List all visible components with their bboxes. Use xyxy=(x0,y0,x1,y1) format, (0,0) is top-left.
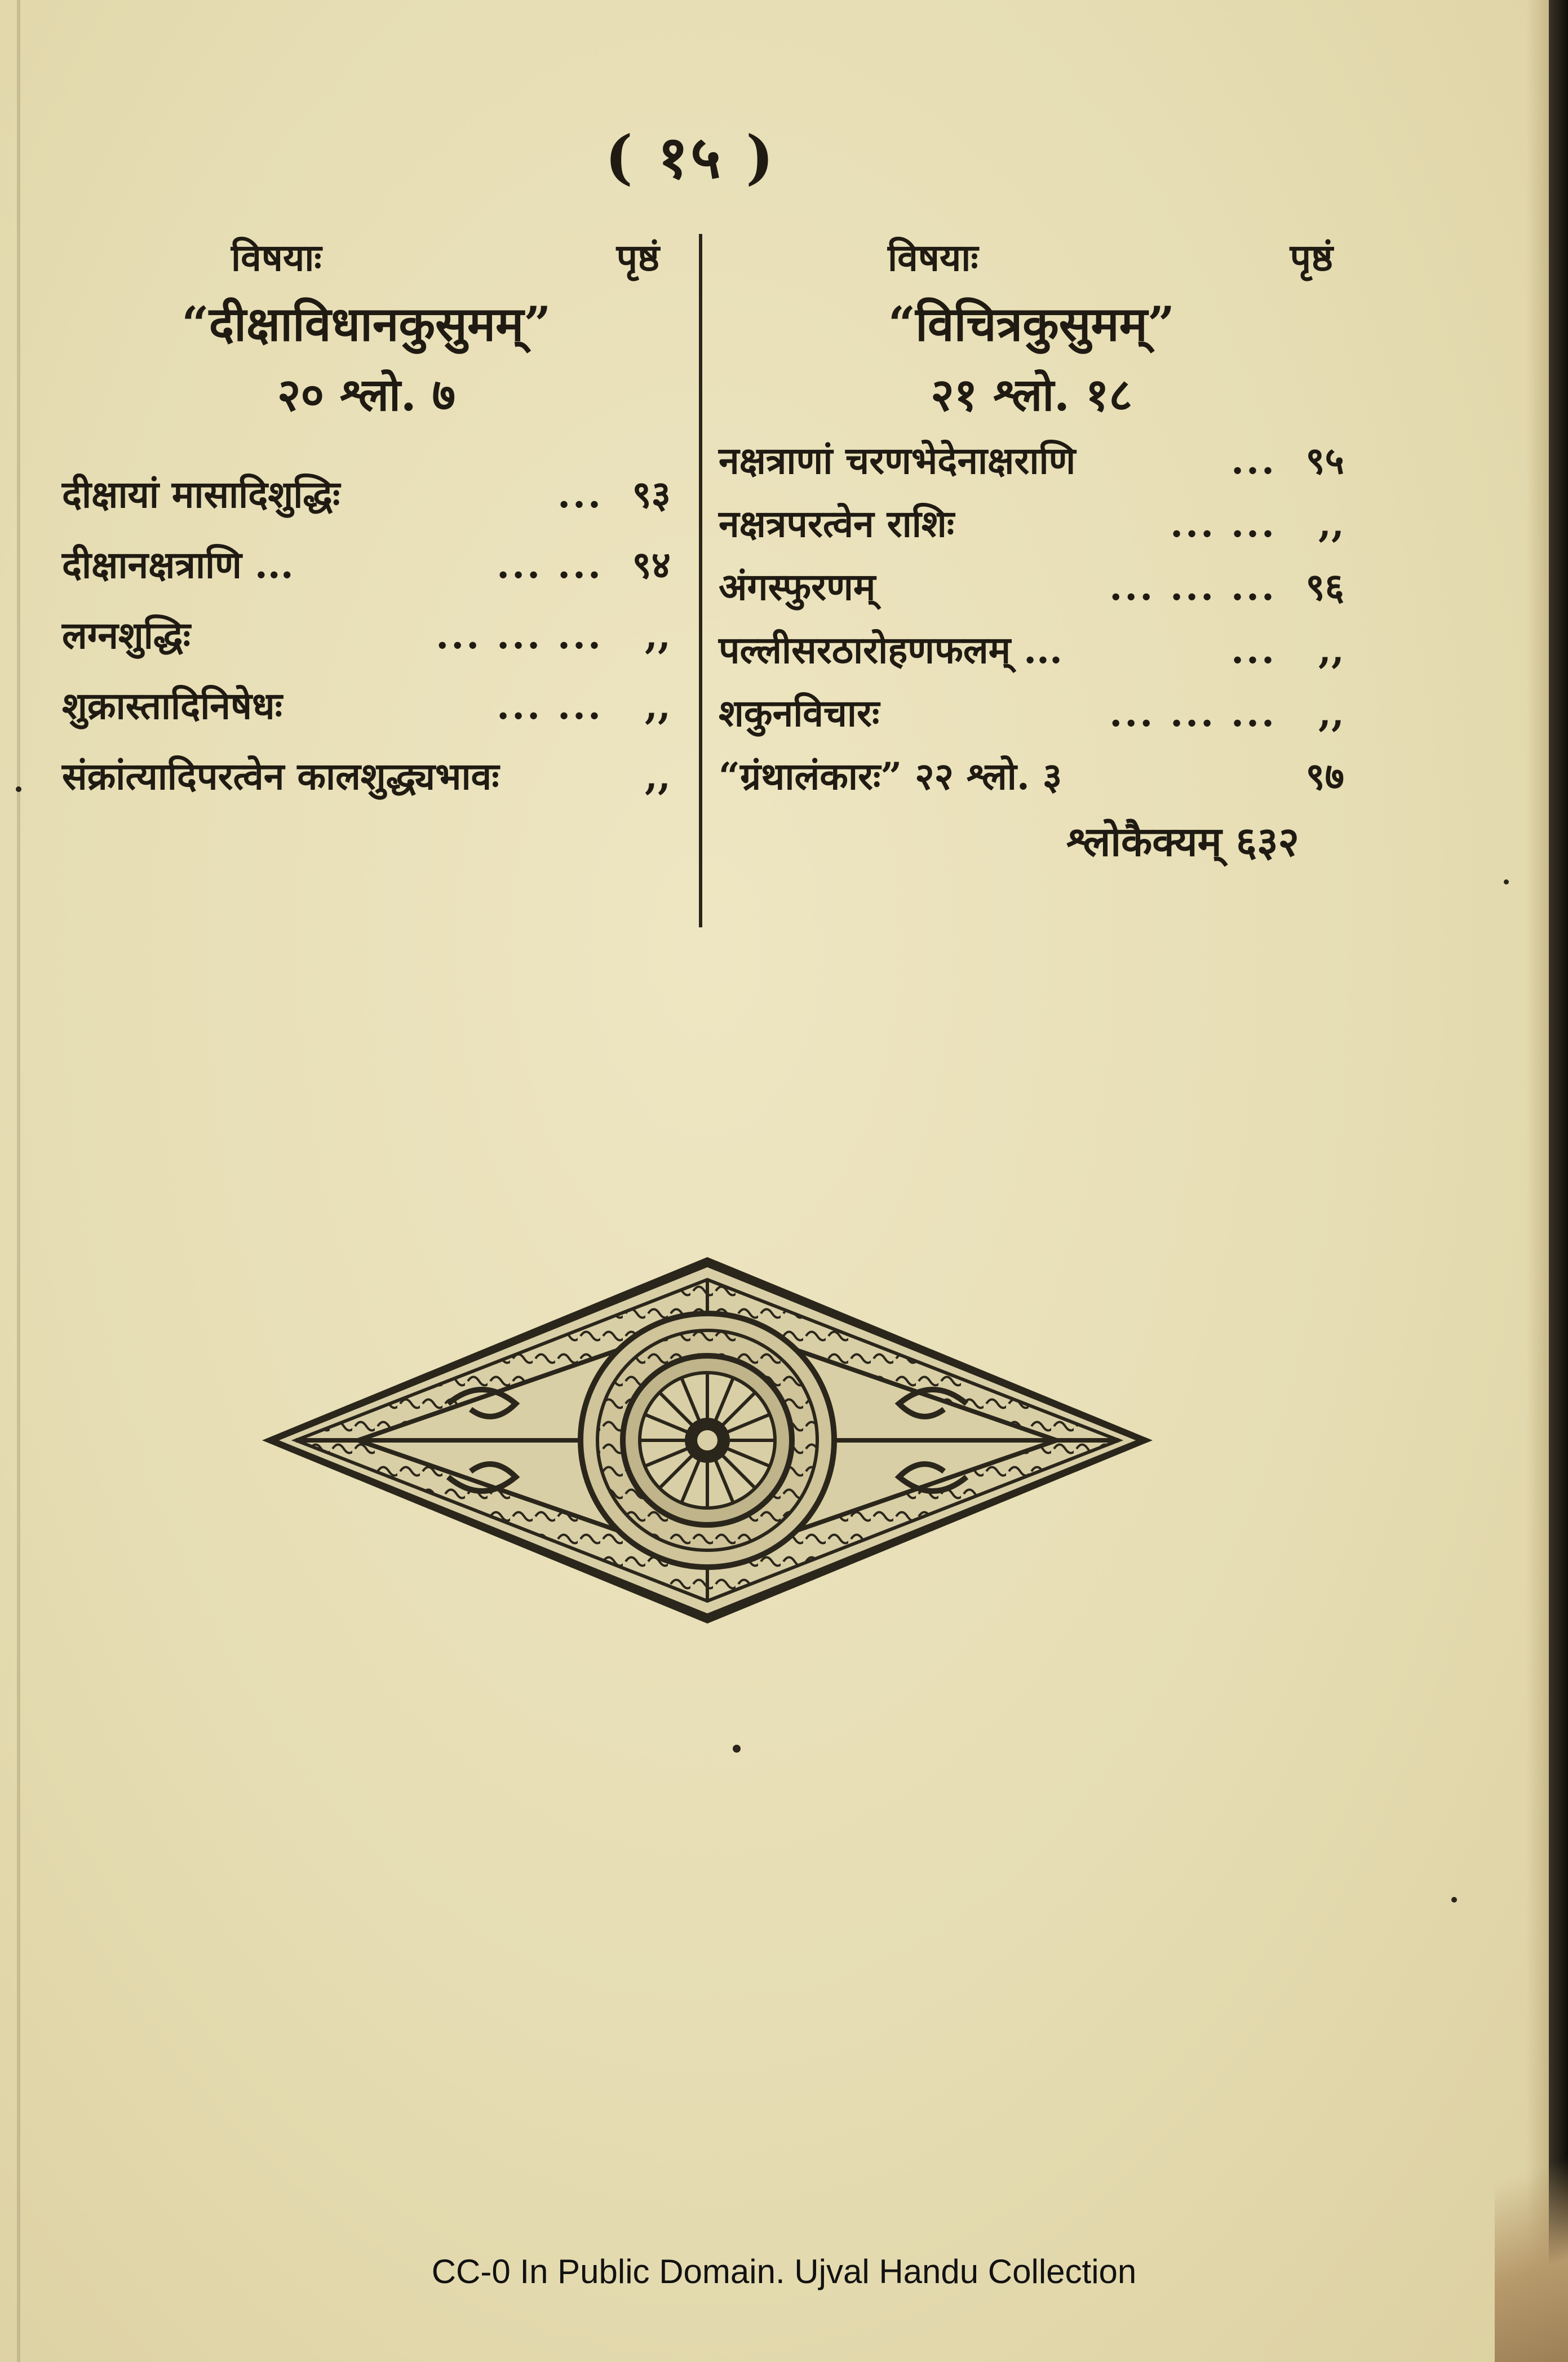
right-column xyxy=(719,231,1344,869)
toc-entry xyxy=(62,750,671,820)
entry-page: ,, xyxy=(1318,502,1344,546)
leader-dots: ... ... ... xyxy=(436,613,603,657)
section-verse-count: २० श्लो. ७ xyxy=(277,368,456,421)
entry-label: संक्रांत्यादिपरत्वेन कालशुद्ध्यभावः xyxy=(62,754,499,798)
toc-entry xyxy=(62,679,671,750)
entry-page: ,, xyxy=(1318,628,1344,672)
leader-dots: ... ... ... xyxy=(1109,565,1277,609)
entry-label: “ग्रंथालंकारः” २२ श्लो. ३ xyxy=(719,754,1062,798)
ink-speck xyxy=(1451,1897,1457,1903)
entry-page: ९७ xyxy=(1305,754,1344,798)
entry-page: ,, xyxy=(1318,691,1344,735)
toc-entry xyxy=(62,538,671,609)
entry-label: दीक्षानक्षत्राणि ... xyxy=(62,543,294,587)
entry-page: ९३ xyxy=(632,472,671,516)
page-heading: पृष्ठं xyxy=(1290,236,1333,280)
entry-label: शुक्रास्तादिनिषेधः xyxy=(62,684,282,728)
section-verse-count: २१ श्लो. १८ xyxy=(931,368,1132,421)
page-heading: पृष्ठं xyxy=(616,236,659,280)
subject-heading: विषयाः xyxy=(888,236,978,280)
verse-total: श्लोकैक्यम् ६३२ xyxy=(1066,817,1299,865)
left-column-header xyxy=(62,231,671,287)
entry-label: पल्लीसरठारोहणफलम् ... xyxy=(719,628,1063,672)
entry-page: ९५ xyxy=(1305,439,1344,483)
right-column-header xyxy=(719,231,1344,287)
torn-corner xyxy=(1495,2046,1568,2362)
leader-dots: ... ... ... xyxy=(1109,691,1277,735)
section-title: “दीक्षाविधानकुसुमम्” xyxy=(181,296,551,352)
entry-label: लग्नशुद्धिः xyxy=(62,613,191,657)
leader-dots: ... xyxy=(1231,439,1277,483)
subject-heading: विषयाः xyxy=(231,236,322,280)
entry-label: शकुनविचारः xyxy=(719,691,880,735)
entry-list xyxy=(62,468,671,820)
entry-page: ९४ xyxy=(632,543,671,587)
leader-dots: ... xyxy=(557,472,603,516)
toc-entry xyxy=(719,434,1344,497)
entry-label: नक्षत्राणां चरणभेदेनाक्षराणि xyxy=(719,439,1076,483)
page-number: ( १५ ) xyxy=(605,122,776,192)
leader-dots: ... ... xyxy=(1170,502,1277,546)
toc-entry xyxy=(62,468,671,538)
ink-speck xyxy=(1504,879,1509,884)
diamond-ornament xyxy=(262,1257,1153,1624)
leader-dots: ... xyxy=(1231,628,1277,672)
entry-label: अंगस्फुरणम् xyxy=(719,565,876,609)
page-fold-shadow xyxy=(17,0,20,2362)
leader-dots: ... ... xyxy=(497,543,603,587)
entry-page: ,, xyxy=(645,684,671,728)
entry-label: दीक्षायां मासादिशुद्धिः xyxy=(62,472,340,516)
section-title: “विचित्रकुसुमम्” xyxy=(888,296,1175,352)
entry-label: नक्षत्रपरत्वेन राशिः xyxy=(719,502,955,546)
column-divider xyxy=(699,234,702,927)
toc-entry xyxy=(719,497,1344,560)
entry-page: ,, xyxy=(645,754,671,798)
left-column xyxy=(62,231,671,820)
toc-entry xyxy=(719,560,1344,623)
ink-speck xyxy=(733,1745,741,1753)
entry-page: ९६ xyxy=(1305,565,1344,609)
toc-entry xyxy=(719,687,1344,750)
toc-entry xyxy=(719,623,1344,687)
page-edge-shadow xyxy=(1526,0,1549,2362)
entry-page: ,, xyxy=(645,613,671,657)
ink-speck xyxy=(16,786,21,792)
leader-dots: ... ... xyxy=(497,684,603,728)
toc-entry xyxy=(719,750,1344,813)
page-edge xyxy=(1549,0,1568,2362)
collection-credit: CC-0 In Public Domain. Ujval Handu Collection xyxy=(431,2253,1137,2290)
entry-list xyxy=(719,434,1344,813)
toc-entry xyxy=(62,609,671,679)
